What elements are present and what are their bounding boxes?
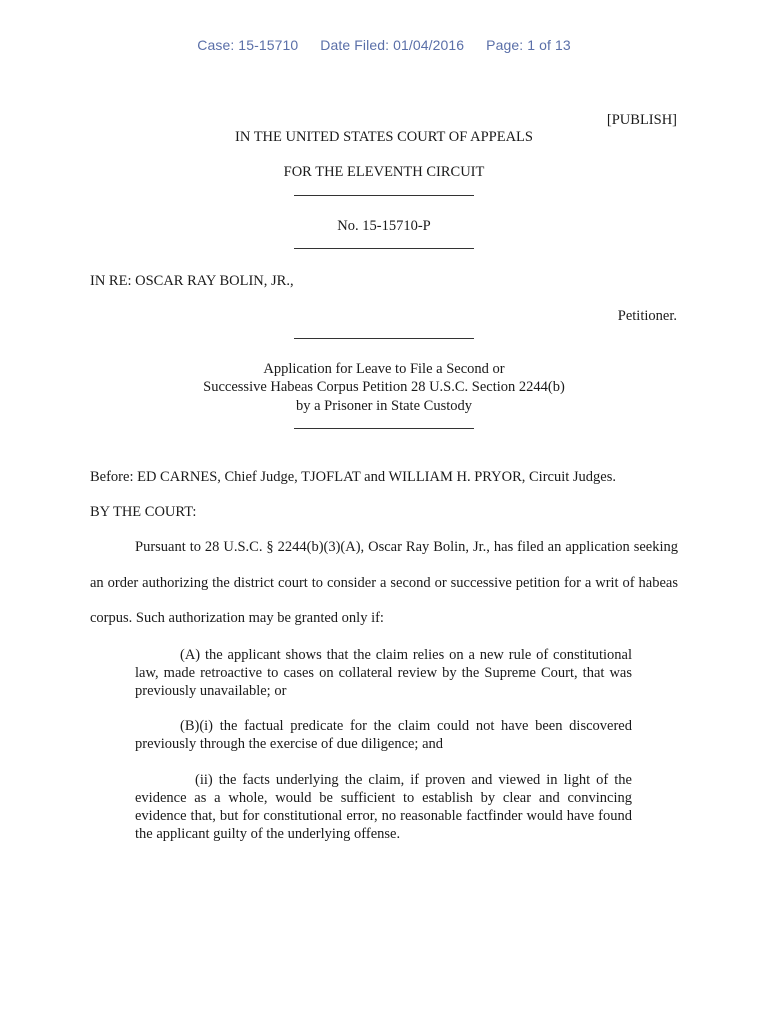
case-number: No. 15-15710-P (337, 218, 431, 234)
panel-judges: Before: ED CARNES, Chief Judge, TJOFLAT and WILLIAM H. PRYOR, Circuit Judges. (90, 469, 617, 485)
opinion-body (90, 530, 678, 637)
quote-clause-a: (A) the applicant shows that the claim relies on a new rule of constitutional law, made retroactive to cases on collateral review by the Supreme Court, that was previously unavailable; or (135, 647, 632, 699)
quote-clause-c: (ii) the facts underlying the claim, if proven and viewed in light of the evidence as a whole, would be sufficient to establish by clear and convincing evidence that, but for constitutional error, no reasonable factfinder would have found the applicant guilty of the underlying offense. (135, 772, 632, 842)
statute-quote-b (135, 717, 632, 753)
statute-quote-a (135, 646, 632, 700)
party-role: Petitioner. (617, 308, 677, 324)
divider-rule (294, 195, 474, 196)
application-title-line1: Application for Leave to File a Second or (263, 361, 505, 377)
application-title-line3: by a Prisoner in State Custody (295, 398, 472, 414)
statute-quote-c (135, 771, 632, 843)
filing-stamp (0, 37, 768, 53)
in-re-caption: IN RE: OSCAR RAY BOLIN, JR., (90, 273, 294, 289)
quote-clause-b: (B)(i) the factual predicate for the claim could not have been discovered previously through the exercise of due diligence; and (135, 718, 632, 752)
application-title-line2: Successive Habeas Corpus Petition 28 U.S.C. Section 2244(b) (203, 379, 565, 395)
divider-rule (294, 338, 474, 339)
court-name-line2: FOR THE ELEVENTH CIRCUIT (283, 164, 485, 180)
by-the-court: BY THE COURT: (90, 504, 197, 520)
publish-label: [PUBLISH] (606, 112, 677, 128)
page-count-stamp: Page: 1 of 13 (486, 37, 571, 53)
court-name-line1: IN THE UNITED STATES COURT OF APPEALS (235, 129, 533, 145)
date-filed-stamp: Date Filed: 01/04/2016 (320, 37, 465, 53)
divider-rule (294, 428, 474, 429)
body-paragraph: Pursuant to 28 U.S.C. § 2244(b)(3)(A), Oscar Ray Bolin, Jr., has filed an application seeking an order authorizing the district court to consider a second or successive petition for a writ of habeas corpus. Such authorization may be granted only if: (90, 539, 678, 626)
case-number-stamp: Case: 15-15710 (197, 37, 299, 53)
divider-rule (294, 248, 474, 249)
